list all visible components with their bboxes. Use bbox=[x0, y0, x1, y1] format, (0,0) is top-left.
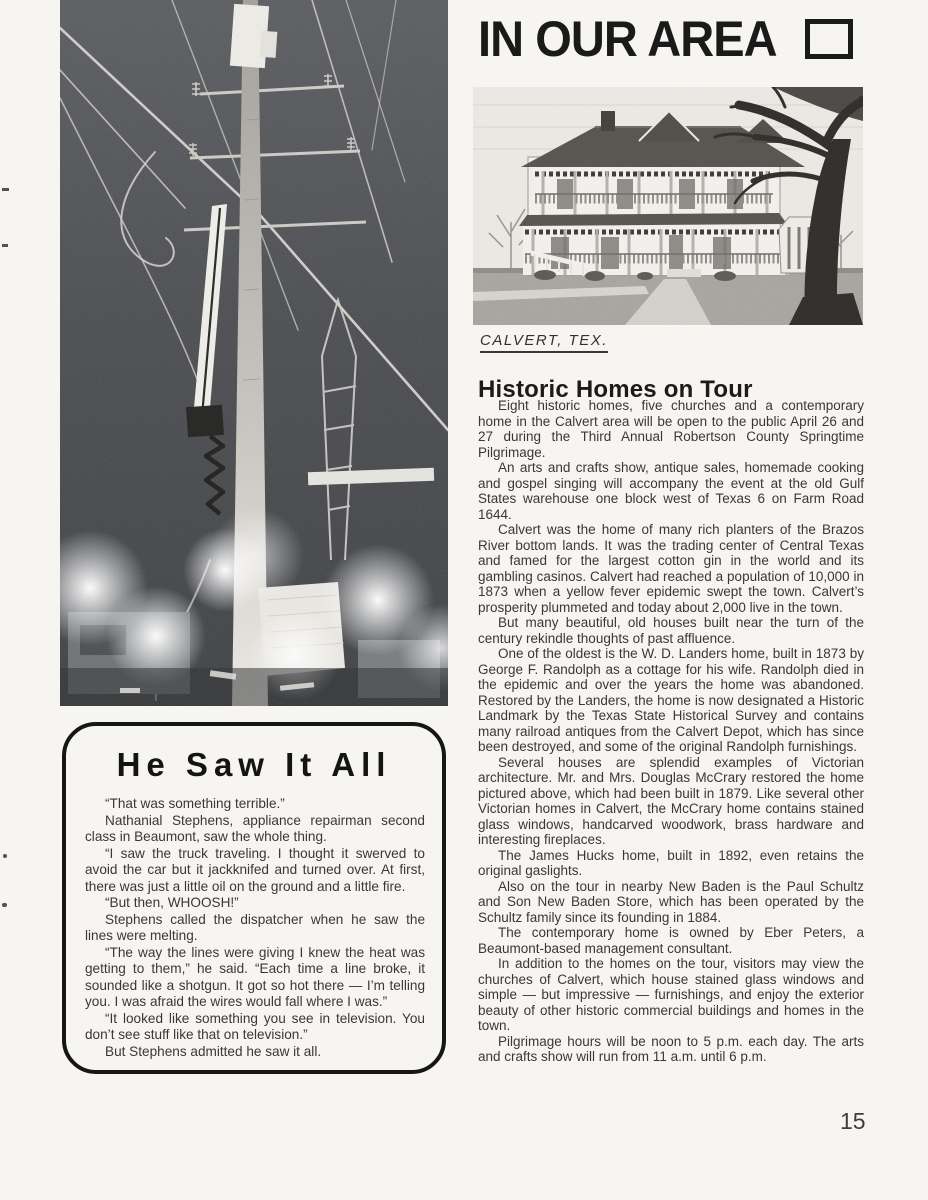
article-paragraph: In addition to the homes on the tour, visitors may view the churches of Calvert, which house stained glass windows and simple — but impressive — furnishings, and enjoy the exterior beauty of other historic commercial buildings and homes in the town. bbox=[478, 956, 864, 1033]
victorian-house-photo bbox=[473, 87, 863, 325]
page-number: 15 bbox=[840, 1108, 866, 1134]
house-photo-art bbox=[473, 87, 863, 325]
story-box-title: He Saw It All bbox=[116, 746, 392, 783]
story-paragraph: Stephens called the dispatcher when he saw the lines were melting. bbox=[85, 911, 425, 943]
scan-mark bbox=[3, 854, 7, 858]
story-box-body bbox=[85, 796, 425, 1060]
night-photo-art bbox=[60, 0, 448, 706]
night-linework-photo bbox=[60, 0, 448, 706]
story-paragraph: “But then, WHOOSH!” bbox=[105, 895, 239, 910]
article-body bbox=[478, 398, 864, 1065]
article-paragraph: An arts and crafts show, antique sales, homemade cooking and gospel singing will accompany the event at the old Gulf States warehouse one block west of Texas 6 on Farm Road 1644. bbox=[478, 460, 864, 522]
story-paragraph: But Stephens admitted he saw it all. bbox=[105, 1043, 322, 1059]
section-header-text: IN OUR AREA bbox=[478, 11, 777, 67]
scan-mark bbox=[2, 244, 8, 247]
section-marker-icon bbox=[805, 19, 853, 59]
article-paragraph: Also on the tour in nearby New Baden is the Paul Schultz and Son New Baden Store, which has been operated by the Schultz family since its founding in 1884. bbox=[478, 878, 864, 925]
article-paragraph: Several houses are splendid examples of Victorian architecture. Mr. and Mrs. Douglas McCrary restored the home pictured above, which had been built in 1879. Like several other Victorian homes in Calvert, the McCrary home contains stained glass windows, handcarved woodwork, brass hardware and interesting fireplaces. bbox=[478, 754, 864, 847]
right-column bbox=[478, 0, 864, 1200]
scan-mark bbox=[2, 903, 7, 907]
story-box bbox=[62, 722, 446, 1074]
story-paragraph: Nathanial Stephens, appliance repairman second class in Beaumont, saw the whole thing. bbox=[85, 812, 425, 844]
story-paragraph: “That was something terrible.” bbox=[105, 796, 285, 811]
article-paragraph: Eight historic homes, five churches and a contemporary home in the Calvert area will be open to the public April 26 and 27 during the Third Annual Robertson County Springtime Pilgrimage. bbox=[478, 398, 864, 460]
article-paragraph: Pilgrimage hours will be noon to 5 p.m. each day. The arts and crafts show will run from 11 a.m. until 6 p.m. bbox=[478, 1033, 864, 1064]
section-header bbox=[478, 11, 853, 67]
scan-mark bbox=[2, 188, 9, 191]
story-paragraph: “The way the lines were giving I knew the heat was getting to them,” he said. “Each time a line broke, it sounded like a shotgun. It got so hot there — I’m telling you. I was afraid the wires would fall where I was.” bbox=[85, 944, 425, 1009]
story-paragraph: “It looked like something you see in television. You don’t see stuff like that on television.” bbox=[85, 1010, 425, 1042]
article-paragraph: Calvert was the home of many rich planters of the Brazos River bottom lands. It was the trading center of Central Texas and famed for the largest cotton gin in the world and its gambling casinos. Calvert had reached a population of 10,000 in 1873 when a yellow fever epidemic swept the town. Calvert’s prosperity plummeted and today about 2,000 live in the town. bbox=[478, 522, 864, 615]
article-headline: Historic Homes on Tour bbox=[478, 376, 753, 404]
story-paragraph: “I saw the truck traveling. I thought it swerved to avoid the car but it jackknifed and turned over. At first, there was just a little oil on the ground and a little fire. bbox=[85, 845, 425, 894]
article-paragraph: The contemporary home is owned by Eber Peters, a Beaumont-based management consultant. bbox=[478, 925, 864, 956]
photo-caption: CALVERT, TEX. bbox=[480, 332, 608, 353]
article-paragraph: But many beautiful, old houses built near the turn of the century rekindle thoughts of past affluence. bbox=[478, 615, 864, 646]
article-paragraph: One of the oldest is the W. D. Landers home, built in 1873 by George F. Randolph as a cottage for his wife. Randolph died in the epidemic and over the years the home was abandoned. Restored by the Landers, the home is now designated a Historic Landmark by the Texas State Historical Survey and contains many railroad antiques from the Calvert Depot, which has since been destroyed, and some of the original Randolph furnishings. bbox=[478, 646, 864, 754]
article-paragraph: The James Hucks home, built in 1892, even retains the original gaslights. bbox=[478, 847, 864, 878]
